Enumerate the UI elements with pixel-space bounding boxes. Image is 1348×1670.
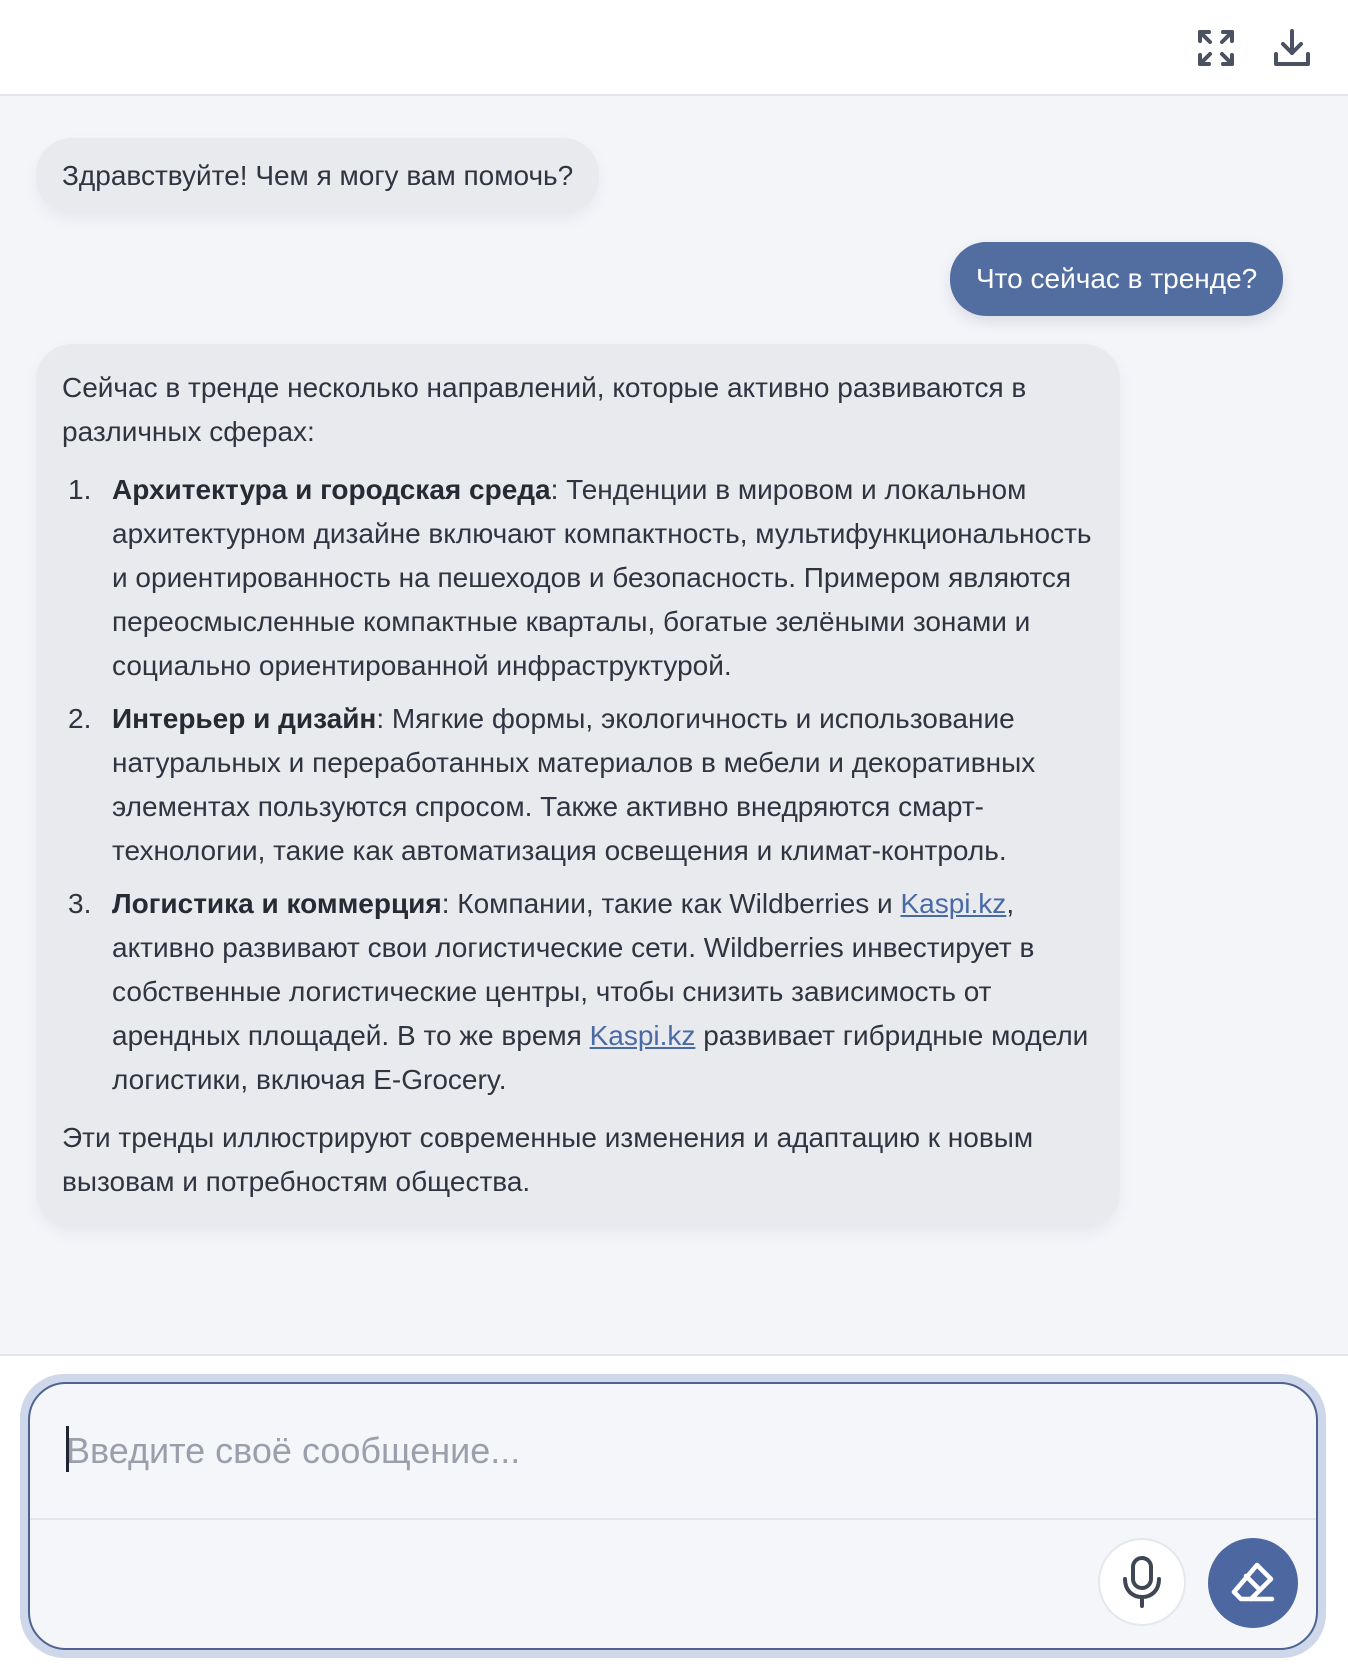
- eraser-icon: [1228, 1558, 1278, 1608]
- list-item: [62, 697, 1094, 873]
- user-message: Что сейчас в тренде?: [950, 242, 1283, 316]
- composer-box: [28, 1382, 1318, 1650]
- voice-input-button[interactable]: [1098, 1538, 1186, 1626]
- bot-answer-message: [36, 344, 1120, 1228]
- list-item-text: : Мягкие формы, экологичность и использование натуральных и переработанных материалов в мебели и декоративных элементах пользуются спросом. Также активно внедряются смарт-технологии, такие как автоматизация освещения и климат-контроль.: [112, 703, 1036, 866]
- list-item-title: Логистика и коммерция: [112, 888, 442, 919]
- list-item-text: развивает гибридные модели логистики, включая E-Grocery.: [112, 1020, 1089, 1095]
- list-item-text: , активно развивают свои логистические сети. Wildberries инвестирует в собственные логистические центры, чтобы снизить зависимость от арендных площадей. В то же время: [112, 888, 1035, 1051]
- download-icon: [1272, 28, 1312, 68]
- download-button[interactable]: [1264, 20, 1320, 76]
- list-item: [62, 468, 1094, 688]
- bot-greeting-message: Здравствуйте! Чем я могу вам помочь?: [36, 138, 599, 214]
- composer-area: [0, 1354, 1348, 1670]
- answer-outro: Эти тренды иллюстрируют современные изменения и адаптацию к новым вызовам и потребностям общества.: [62, 1122, 1034, 1197]
- kaspi-link[interactable]: Kaspi.kz: [900, 888, 1007, 919]
- list-item-title: Интерьер и дизайн: [112, 703, 377, 734]
- answer-intro: Сейчас в тренде несколько направлений, которые активно развиваются в различных сферах:: [62, 372, 1027, 447]
- list-item-text: : Компании, такие как Wildberries и: [441, 888, 901, 919]
- list-item-number: 1.: [68, 474, 92, 505]
- clear-chat-button[interactable]: [1208, 1538, 1298, 1628]
- list-item: [62, 882, 1094, 1102]
- list-item-number: 2.: [68, 703, 92, 734]
- text-caret: [66, 1426, 69, 1472]
- message-list: [0, 96, 1348, 1354]
- list-item-number: 3.: [68, 888, 92, 919]
- expand-button[interactable]: [1188, 20, 1244, 76]
- trend-list: [62, 468, 1094, 1102]
- list-item-title: Архитектура и городская среда: [112, 474, 551, 505]
- expand-icon: [1196, 28, 1236, 68]
- list-item-text: : Тенденции в мировом и локальном архитектурном дизайне включают компактность, мультифункциональность и ориентированность на пешеходов и безопасность. Примером являются переосмысленные компактные кварталы, богатые зелёными зонами и социально ориентированной инфраструктурой.: [112, 474, 1092, 681]
- microphone-icon: [1119, 1555, 1165, 1609]
- kaspi-link[interactable]: Kaspi.kz: [589, 1020, 696, 1051]
- message-composer: [20, 1374, 1326, 1658]
- top-toolbar: [0, 0, 1348, 96]
- message-input[interactable]: [30, 1384, 1316, 1520]
